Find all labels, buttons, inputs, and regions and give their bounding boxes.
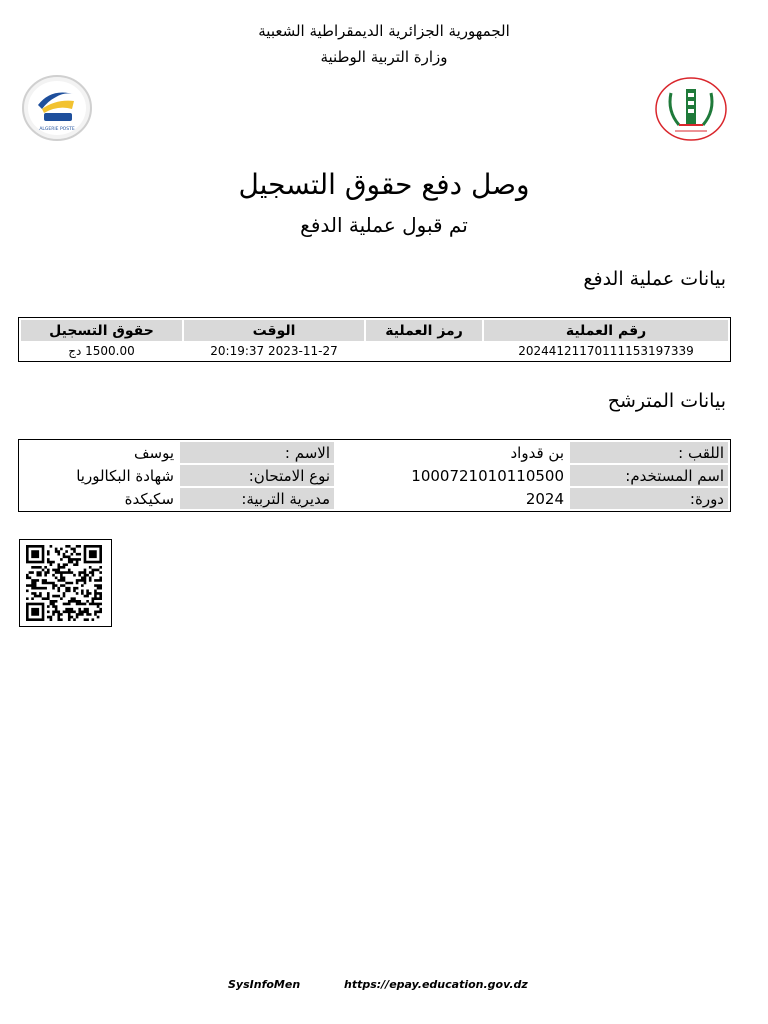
footer-system-name: SysInfoMen [228,978,301,991]
session-label: دورة: [570,488,728,509]
table-row [21,465,728,486]
qr-code [19,539,112,627]
directorate-value: سكيكدة [124,489,174,508]
surname-value: بن قدواد [510,443,564,462]
table-row [21,488,728,509]
username-value: 1000721010110500 [411,466,564,485]
directorate-label: مديرية التربية: [180,488,334,509]
footer-url: https://epay.education.gov.dz [344,978,528,991]
qr-code-icon [26,545,105,621]
session-value: 2024 [525,489,564,508]
column-header: رمز العملية [366,320,482,341]
table-row [21,343,728,359]
country-name: الجمهورية الجزائرية الديمقراطية الشعبية [258,22,510,40]
first-name-value: يوسف [133,443,174,462]
first-name-label: الاسم : [180,442,334,463]
registration-fee: 1500.00 دج [68,344,135,358]
operation-time: 2023-11-27 20:19:37 [210,344,338,358]
ministry-name: وزارة التربية الوطنية [320,48,448,66]
exam-type-value: شهادة البكالوريا [76,466,174,485]
candidate-section-title: بيانات المترشح [607,390,726,412]
column-header: حقوق التسجيل [21,320,182,341]
payment-section-title: بيانات عملية الدفع [583,268,726,290]
table-row [21,442,728,463]
algerie-poste-logo [22,75,92,141]
candidate-table [18,439,731,512]
receipt-title: وصل دفع حقوق التسجيل [238,168,530,201]
exam-type-label: نوع الامتحان: [180,465,334,486]
operation-code [366,343,482,359]
payment-status: تم قبول عملية الدفع [300,213,468,237]
column-header: رقم العملية [484,320,728,341]
education-ministry-logo [655,77,727,141]
table-header-row [21,320,728,341]
payment-table [18,317,731,362]
post-logo-text: ALGERIE POSTE [39,127,75,132]
surname-label: اللقب : [570,442,728,463]
column-header: الوقت [184,320,364,341]
operation-number: 20244121170111153197339 [518,344,694,358]
username-label: اسم المستخدم: [570,465,728,486]
